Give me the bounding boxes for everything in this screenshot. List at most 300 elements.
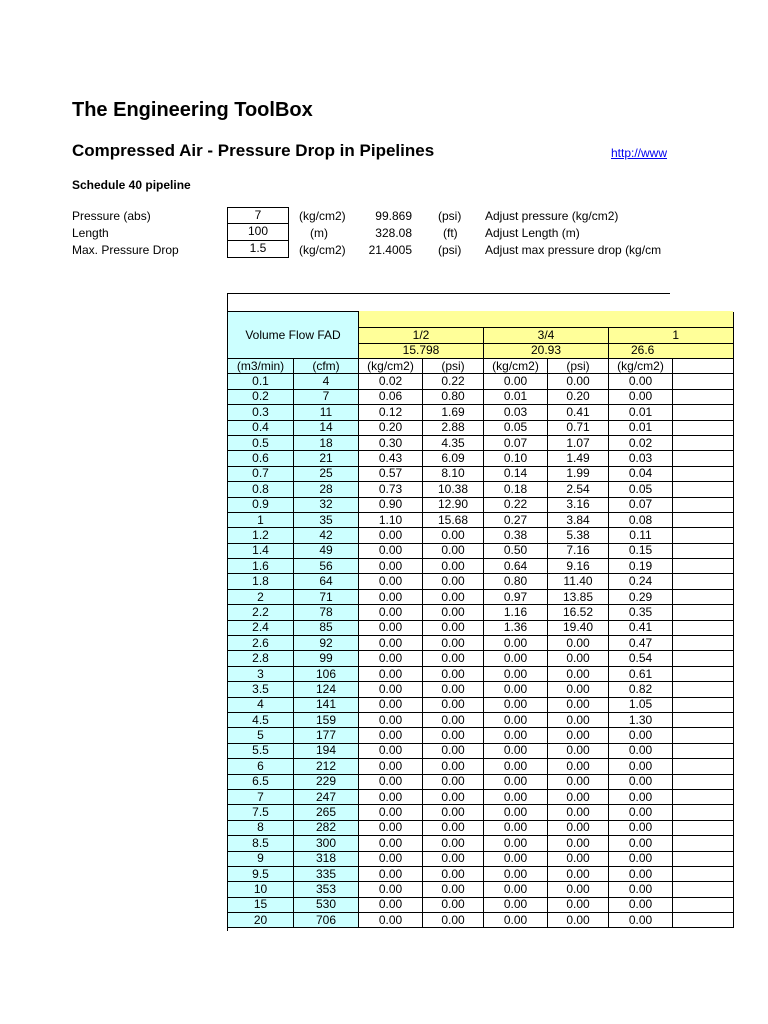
pressure-drop-cell: 0.00: [548, 836, 609, 851]
pressure-drop-cell: 0.00: [359, 866, 423, 881]
pressure-drop-cell: 0.00: [484, 374, 548, 389]
flow-m3min-cell: 2.8: [228, 651, 294, 666]
param-adjust-note: Adjust pressure (kg/cm2): [485, 209, 619, 223]
pressure-drop-cell: 0.00: [548, 897, 609, 912]
flow-m3min-cell: 0.6: [228, 451, 294, 466]
pressure-drop-cell: 0.00: [423, 851, 484, 866]
pressure-drop-cell: 0.00: [359, 589, 423, 604]
pressure-drop-cell: 0.00: [359, 605, 423, 620]
flow-cfm-cell: 28: [294, 482, 359, 497]
table-row: [228, 728, 734, 743]
pressure-drop-cell: 19.40: [548, 620, 609, 635]
pipe-size-label: 3/4: [484, 328, 609, 344]
pressure-drop-cell: 5.38: [548, 528, 609, 543]
pressure-drop-cell: 0.00: [423, 620, 484, 635]
pressure-drop-cell: 0.00: [423, 836, 484, 851]
flow-cfm-cell: 194: [294, 743, 359, 758]
table-row: [228, 882, 734, 897]
pressure-drop-cell: 0.00: [548, 712, 609, 727]
overflow-cell: [673, 374, 734, 389]
flow-m3min-cell: 2.2: [228, 605, 294, 620]
pressure-drop-cell: 0.00: [484, 682, 548, 697]
pressure-drop-cell: 1.30: [609, 712, 673, 727]
unit-header: (kg/cm2): [484, 359, 548, 374]
pressure-drop-cell: 0.00: [548, 820, 609, 835]
table-row: [228, 682, 734, 697]
param-unit: (kg/cm2): [299, 243, 346, 257]
flow-m3min-cell: 3: [228, 666, 294, 681]
param-label: Max. Pressure Drop: [72, 243, 179, 257]
pressure-drop-cell: 0.82: [609, 682, 673, 697]
flow-m3min-cell: 9: [228, 851, 294, 866]
pressure-drop-cell: 0.00: [359, 913, 423, 928]
table-top-border: [227, 293, 670, 294]
pressure-drop-cell: 0.00: [359, 712, 423, 727]
overflow-cell: [673, 559, 734, 574]
param-converted-value: 328.08: [375, 226, 412, 240]
param-converted-value: 21.4005: [368, 243, 412, 257]
flow-m3min-cell: 0.9: [228, 497, 294, 512]
overflow-cell: [673, 389, 734, 404]
pressure-drop-cell: 0.00: [548, 374, 609, 389]
pressure-drop-cell: 0.00: [423, 882, 484, 897]
pressure-drop-cell: 0.00: [484, 789, 548, 804]
table-row: [228, 512, 734, 527]
pressure-drop-cell: 0.00: [423, 543, 484, 558]
length-input[interactable]: 100: [227, 224, 289, 241]
flow-m3min-cell: 1: [228, 512, 294, 527]
flow-cfm-cell: 71: [294, 589, 359, 604]
pressure-drop-cell: 1.16: [484, 605, 548, 620]
pressure-drop-cell: 0.00: [484, 851, 548, 866]
flow-m3min-cell: 0.3: [228, 405, 294, 420]
pressure-drop-cell: 6.09: [423, 451, 484, 466]
param-unit: (kg/cm2): [299, 209, 346, 223]
section-title: Schedule 40 pipeline: [72, 178, 191, 192]
overflow-cell: [673, 820, 734, 835]
flow-cfm-cell: 177: [294, 728, 359, 743]
pressure-drop-cell: 1.10: [359, 512, 423, 527]
pressure-drop-cell: 0.57: [359, 466, 423, 481]
table-row: [228, 559, 734, 574]
overflow-cell: [673, 574, 734, 589]
pressure-drop-cell: 0.00: [609, 851, 673, 866]
pressure-drop-cell: 0.22: [484, 497, 548, 512]
overflow-cell: [673, 497, 734, 512]
flow-m3min-cell: 0.4: [228, 420, 294, 435]
pressure-drop-cell: 0.00: [548, 805, 609, 820]
pressure-drop-cell: 0.00: [548, 682, 609, 697]
table-row: [228, 712, 734, 727]
pressure-drop-cell: 0.00: [359, 728, 423, 743]
pressure-drop-cell: 0.01: [609, 405, 673, 420]
pressure-drop-cell: 0.11: [609, 528, 673, 543]
flow-cfm-cell: 247: [294, 789, 359, 804]
table-row: [228, 620, 734, 635]
flow-cfm-cell: 35: [294, 512, 359, 527]
pressure-drop-cell: 0.00: [359, 836, 423, 851]
pressure-drop-cell: 0.00: [548, 789, 609, 804]
flow-m3min-cell: 0.8: [228, 482, 294, 497]
pressure-drop-cell: 0.00: [548, 728, 609, 743]
pressure-drop-cell: 0.41: [548, 405, 609, 420]
table-row: [228, 574, 734, 589]
pressure-drop-cell: 0.01: [609, 420, 673, 435]
flow-m3min-cell: 7.5: [228, 805, 294, 820]
overflow-cell: [673, 420, 734, 435]
pressure-drop-cell: 0.00: [484, 836, 548, 851]
overflow-cell: [673, 543, 734, 558]
pressure-drop-cell: 0.19: [609, 559, 673, 574]
flow-m3min-cell: 2: [228, 589, 294, 604]
pressure-drop-cell: 0.27: [484, 512, 548, 527]
flow-table: [227, 311, 734, 928]
pressure-drop-cell: 0.00: [484, 728, 548, 743]
flow-m3min-cell: 6.5: [228, 774, 294, 789]
pressure-drop-cell: 0.06: [359, 389, 423, 404]
flow-cfm-cell: 42: [294, 528, 359, 543]
pressure-drop-cell: 0.08: [609, 512, 673, 527]
unit-header: (kg/cm2): [359, 359, 423, 374]
pressure-drop-cell: 10.38: [423, 482, 484, 497]
pipe-inner-diameter: 26.6: [609, 343, 734, 359]
pressure-drop-cell: 0.00: [359, 528, 423, 543]
flow-m3min-cell: 1.2: [228, 528, 294, 543]
pressure-drop-cell: 0.00: [359, 574, 423, 589]
pressure-drop-cell: 0.00: [423, 574, 484, 589]
overflow-cell: [673, 897, 734, 912]
overflow-cell: [673, 636, 734, 651]
pressure-drop-cell: 0.00: [609, 374, 673, 389]
pressure-drop-cell: 2.88: [423, 420, 484, 435]
flow-cfm-cell: 4: [294, 374, 359, 389]
flow-m3min-cell: 0.2: [228, 389, 294, 404]
overflow-cell: [673, 666, 734, 681]
unit-header: (psi): [423, 359, 484, 374]
param-label: Pressure (abs): [72, 209, 151, 223]
pipe-size-label: 1/2: [359, 328, 484, 344]
pressure-drop-cell: 1.07: [548, 435, 609, 450]
param-converted-unit: (psi): [438, 243, 462, 257]
pressure-drop-cell: 1.05: [609, 697, 673, 712]
table-row: [228, 820, 734, 835]
flow-cfm-cell: 229: [294, 774, 359, 789]
flow-cfm-cell: 265: [294, 805, 359, 820]
pressure-drop-cell: 0.01: [484, 389, 548, 404]
flow-cfm-cell: 706: [294, 913, 359, 928]
overflow-cell: [673, 528, 734, 543]
pressure-drop-cell: 0.00: [359, 851, 423, 866]
overflow-cell: [673, 512, 734, 527]
overflow-cell: [673, 651, 734, 666]
pressure-drop-cell: 0.80: [423, 389, 484, 404]
pressure-drop-cell: 0.00: [359, 774, 423, 789]
pipe-size-label: 1: [609, 328, 734, 344]
overflow-cell: [673, 466, 734, 481]
flow-cfm-cell: 25: [294, 466, 359, 481]
param-converted-unit: (ft): [443, 226, 458, 240]
pressure-drop-cell: 0.00: [423, 759, 484, 774]
pressure-drop-cell: 0.00: [609, 728, 673, 743]
flow-m3min-cell: 0.5: [228, 435, 294, 450]
pressure-drop-cell: 16.52: [548, 605, 609, 620]
param-row-max-pressure-drop: [72, 242, 672, 259]
pressure-drop-cell: 0.00: [423, 605, 484, 620]
overflow-cell: [673, 682, 734, 697]
table-row: [228, 774, 734, 789]
pressure-drop-cell: 0.50: [484, 543, 548, 558]
pressure-drop-cell: 0.00: [423, 528, 484, 543]
pressure-drop-cell: 0.97: [484, 589, 548, 604]
overflow-cell: [673, 712, 734, 727]
pressure-drop-cell: 8.10: [423, 466, 484, 481]
pressure-drop-cell: 0.30: [359, 435, 423, 450]
param-converted-unit: (psi): [438, 209, 462, 223]
flow-cfm-cell: 18: [294, 435, 359, 450]
flow-cfm-cell: 56: [294, 559, 359, 574]
pressure-drop-cell: 0.00: [484, 805, 548, 820]
pressure-drop-cell: 1.99: [548, 466, 609, 481]
pressure-drop-cell: 0.00: [359, 759, 423, 774]
param-unit: (m): [310, 226, 328, 240]
pressure-drop-cell: 0.00: [609, 913, 673, 928]
pressure-drop-cell: 0.22: [423, 374, 484, 389]
flow-m3min-cell: 8.5: [228, 836, 294, 851]
flow-cfm-cell: 159: [294, 712, 359, 727]
overflow-cell: [673, 866, 734, 881]
table-row: [228, 589, 734, 604]
table-row: [228, 866, 734, 881]
pressure-drop-cell: 0.00: [609, 836, 673, 851]
pressure-drop-cell: 0.00: [609, 805, 673, 820]
flow-m3min-cell: 4: [228, 697, 294, 712]
pressure-drop-cell: 0.07: [484, 435, 548, 450]
pressure-drop-cell: 0.00: [548, 743, 609, 758]
table-row: [228, 651, 734, 666]
pressure-drop-cell: 0.00: [423, 913, 484, 928]
pressure-drop-cell: 0.14: [484, 466, 548, 481]
pressure-drop-cell: 0.00: [484, 636, 548, 651]
pressure-drop-cell: 0.00: [548, 666, 609, 681]
pressure-drop-cell: 0.00: [423, 682, 484, 697]
pressure-drop-cell: 3.16: [548, 497, 609, 512]
pressure-drop-cell: 0.00: [484, 897, 548, 912]
pressure-drop-cell: 1.69: [423, 405, 484, 420]
flow-m3min-cell: 3.5: [228, 682, 294, 697]
flow-m3min-cell: 0.1: [228, 374, 294, 389]
flow-m3min-cell: 2.4: [228, 620, 294, 635]
pressure-drop-cell: 0.00: [359, 559, 423, 574]
pressure-drop-cell: 0.00: [548, 651, 609, 666]
flow-m3min-cell: 0.7: [228, 466, 294, 481]
table-row: [228, 805, 734, 820]
table-row: [228, 482, 734, 497]
pressure-drop-cell: 0.02: [359, 374, 423, 389]
overflow-cell: [673, 789, 734, 804]
pressure-drop-cell: 0.35: [609, 605, 673, 620]
table-row: [228, 636, 734, 651]
pressure-drop-cell: 0.00: [548, 697, 609, 712]
overflow-cell: [673, 451, 734, 466]
param-adjust-note: Adjust Length (m): [485, 226, 580, 240]
overflow-cell: [673, 774, 734, 789]
flow-m3min-cell: 5: [228, 728, 294, 743]
pressure-drop-cell: 0.00: [423, 651, 484, 666]
pressure-drop-cell: 13.85: [548, 589, 609, 604]
pressure-drop-cell: 0.00: [359, 882, 423, 897]
pressure-drop-cell: 0.00: [609, 897, 673, 912]
pressure-drop-cell: 0.00: [423, 866, 484, 881]
pressure-drop-cell: 2.54: [548, 482, 609, 497]
overflow-cell: [673, 728, 734, 743]
pressure-drop-cell: 11.40: [548, 574, 609, 589]
table-row: [228, 913, 734, 928]
table-row: [228, 605, 734, 620]
pressure-drop-cell: 0.00: [484, 882, 548, 897]
pressure-drop-cell: 0.02: [609, 435, 673, 450]
pipe-inner-diameter: 15.798: [359, 343, 484, 359]
unit-header: (kg/cm2): [609, 359, 673, 374]
pressure-drop-cell: 0.00: [423, 697, 484, 712]
pressure-drop-cell: 0.00: [423, 789, 484, 804]
table-row: [228, 897, 734, 912]
overflow-cell: [673, 620, 734, 635]
pressure-drop-cell: 7.16: [548, 543, 609, 558]
pressure-drop-cell: 0.00: [359, 697, 423, 712]
pressure-drop-cell: 0.00: [359, 666, 423, 681]
pressure-drop-cell: 0.00: [548, 774, 609, 789]
pressure-drop-cell: 0.00: [423, 897, 484, 912]
table-row: [228, 743, 734, 758]
table-row: [228, 666, 734, 681]
table-row: [228, 374, 734, 389]
flow-cfm-cell: 92: [294, 636, 359, 651]
flow-cfm-cell: 353: [294, 882, 359, 897]
table-row: [228, 528, 734, 543]
flow-m3min-cell: 8: [228, 820, 294, 835]
pressure-drop-cell: 0.73: [359, 482, 423, 497]
flow-m3min-cell: 2.6: [228, 636, 294, 651]
pressure-drop-cell: 0.00: [423, 774, 484, 789]
pressure-drop-cell: 0.15: [609, 543, 673, 558]
flow-m3min-cell: 1.4: [228, 543, 294, 558]
pressure-drop-cell: 0.64: [484, 559, 548, 574]
pressure-drop-cell: 0.00: [484, 666, 548, 681]
unit-header-overflow: [673, 359, 734, 374]
overflow-cell: [673, 913, 734, 928]
pressure-drop-cell: 0.00: [423, 743, 484, 758]
pressure-drop-cell: 0.00: [359, 743, 423, 758]
flow-m3min-cell: 9.5: [228, 866, 294, 881]
overflow-cell: [673, 882, 734, 897]
pressure-drop-cell: 0.00: [548, 759, 609, 774]
pressure-drop-cell: 0.00: [484, 913, 548, 928]
table-row: [228, 451, 734, 466]
flow-cfm-cell: 14: [294, 420, 359, 435]
pressure-drop-cell: 0.00: [609, 882, 673, 897]
pressure-drop-cell: 0.00: [484, 820, 548, 835]
pressure-drop-cell: 0.20: [548, 389, 609, 404]
table-row: [228, 405, 734, 420]
pressure-drop-cell: 0.00: [423, 712, 484, 727]
max-pressure-drop-input[interactable]: 1.5: [227, 241, 289, 258]
pressure-drop-cell: 4.35: [423, 435, 484, 450]
table-row: [228, 497, 734, 512]
overflow-cell: [673, 836, 734, 851]
flow-m3min-cell: 7: [228, 789, 294, 804]
pressure-drop-cell: 0.90: [359, 497, 423, 512]
page-title: The Engineering ToolBox: [72, 99, 313, 121]
table-row: [228, 389, 734, 404]
flow-cfm-cell: 64: [294, 574, 359, 589]
param-row-pressure: [72, 208, 672, 225]
pressure-drop-cell: 0.00: [484, 697, 548, 712]
table-row: [228, 697, 734, 712]
table-row: [228, 420, 734, 435]
flow-cfm-cell: 7: [294, 389, 359, 404]
pressure-drop-cell: 0.00: [423, 666, 484, 681]
pressure-drop-cell: 0.61: [609, 666, 673, 681]
param-converted-value: 99.869: [375, 209, 412, 223]
overflow-cell: [673, 851, 734, 866]
overflow-cell: [673, 697, 734, 712]
overflow-cell: [673, 805, 734, 820]
site-link[interactable]: http://www: [611, 146, 668, 160]
param-adjust-note: Adjust max pressure drop (kg/cm: [485, 243, 662, 257]
flow-cfm-cell: 106: [294, 666, 359, 681]
flow-cfm-cell: 530: [294, 897, 359, 912]
pressure-drop-cell: 0.04: [609, 466, 673, 481]
pressure-drop-cell: 0.00: [423, 805, 484, 820]
pressure-drop-cell: 0.00: [359, 651, 423, 666]
overflow-cell: [673, 435, 734, 450]
document-subtitle: Compressed Air - Pressure Drop in Pipelines: [72, 141, 435, 160]
pressure-drop-cell: 0.00: [484, 651, 548, 666]
flow-m3min-cell: 20: [228, 913, 294, 928]
pressure-drop-cell: 0.00: [423, 636, 484, 651]
flow-cfm-cell: 141: [294, 697, 359, 712]
flow-cfm-cell: 318: [294, 851, 359, 866]
pressure-drop-cell: 0.00: [609, 759, 673, 774]
pressure-drop-cell: 0.00: [609, 774, 673, 789]
flow-m3min-cell: 1.8: [228, 574, 294, 589]
overflow-cell: [673, 743, 734, 758]
flow-cfm-cell: 11: [294, 405, 359, 420]
flow-cfm-cell: 335: [294, 866, 359, 881]
table-row: [228, 466, 734, 481]
pressure-drop-cell: 0.00: [359, 682, 423, 697]
pressure-drop-cell: 0.00: [484, 774, 548, 789]
pressure-drop-cell: 0.00: [484, 866, 548, 881]
pressure-drop-cell: 0.20: [359, 420, 423, 435]
pressure-drop-cell: 0.00: [609, 743, 673, 758]
table-row: [228, 789, 734, 804]
pressure-input[interactable]: 7: [227, 207, 289, 224]
pressure-drop-cell: 0.71: [548, 420, 609, 435]
table-row: [228, 543, 734, 558]
pipe-inner-diameter: 20.93: [484, 343, 609, 359]
pressure-drop-cell: 0.00: [359, 805, 423, 820]
pressure-drop-cell: 0.38: [484, 528, 548, 543]
pipe-size-band: [359, 312, 734, 328]
pressure-drop-cell: 0.00: [484, 712, 548, 727]
pressure-drop-cell: 0.00: [423, 820, 484, 835]
pressure-drop-cell: 0.24: [609, 574, 673, 589]
flow-cfm-cell: 124: [294, 682, 359, 697]
flow-cfm-cell: 300: [294, 836, 359, 851]
pressure-drop-cell: 0.00: [548, 913, 609, 928]
pressure-drop-cell: 0.00: [548, 636, 609, 651]
